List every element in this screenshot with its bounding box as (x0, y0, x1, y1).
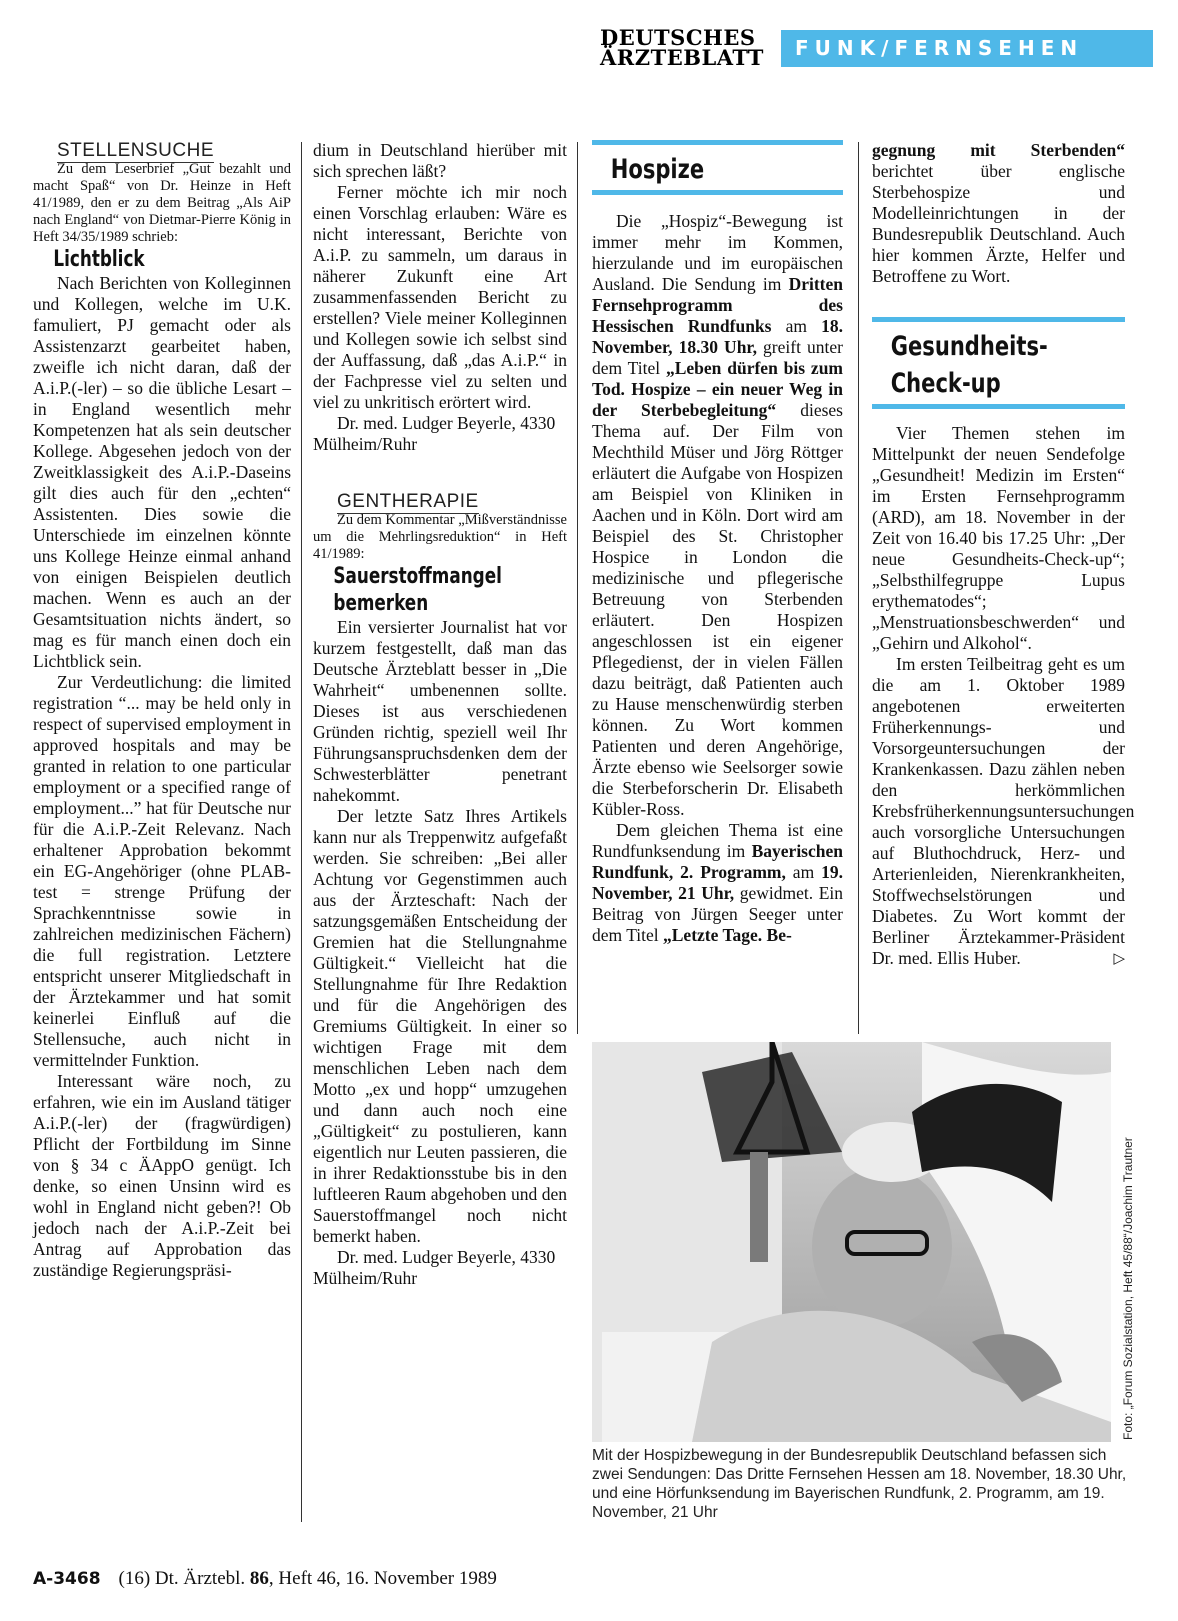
column-3 (592, 140, 843, 946)
article-headline: Gesundheits- (890, 331, 1048, 362)
paragraph: gegnung mit Sterbenden“ berichtet über englische Sterbehospize und Modelleinrichtungen in der Bundesrepublik Deutschland. Auch hier kommen Ärzte, Helfer und Betroffene zu Wort. (872, 140, 1125, 286)
column-divider (577, 142, 578, 1034)
signature: Dr. med. Ludger Beyerle, 4330 Mülheim/Ruhr (313, 1247, 556, 1288)
paragraph: Ferner möchte ich mir noch einen Vorschlag erlauben: Wäre es nicht interessant, Berichte von A.i.P. zu sammeln, um daraus in näherer Zukunft eine Art zusammenfassenden Bericht zu erstellen? Viele meiner Kolleginnen und Kollegen sowie ich selbst sind der Auffassung, daß „das A.i.P.“ in der Fachpresse viel zu selten und viel zu unkritisch erörtert wird. (313, 182, 567, 412)
paragraph: Vier Themen stehen im Mittelpunkt der neuen Sendefolge „Gesundheit! Medizin im Ersten“ im Ersten Fernsehprogramm (ARD), am 18. November in der Zeit von 16.40 bis 17.25 Uhr: „Der neue Gesundheits-Check-up“; „Selbsthilfegruppe Lupus erythematodes“; „Menstruationsbeschwerden“ und „Gehirn und Alkohol“. (872, 423, 1125, 653)
hospice-photo (592, 1042, 1111, 1442)
masthead-line2: ÄRZTEBLATT (600, 45, 764, 70)
article-headline: Sauerstoffmangel (333, 564, 502, 589)
section-heading: STELLENSUCHE (57, 140, 214, 161)
photo-caption: Mit der Hospizbewegung in der Bundesrepublik Deutschland befassen sich zwei Sendungen: Das Dritte Fernsehen Hessen am 18. November, 18.30 Uhr, und eine Hörfunksendung im Bayerischen Rundfunk, 2. Programm, am 19. November, 21 Uhr (592, 1447, 1127, 1521)
signature: Dr. med. Ludger Beyerle, 4330 Mülheim/Ruhr (313, 413, 556, 454)
column-divider (858, 142, 859, 1034)
paragraph: Zur Verdeutlichung: die limited registration “... may be held only in respect of supervised employment in approved hospitals and may be granted in relation to one particular employment or a specified range of employment...” hat für Deutsche nur für die A.i.P.-Zeit Relevanz. Nach erhaltener Approbation bekommt ein EG-Angehöriger (ohne PLAB-test = strenge Prüfung der Sprachkenntnisse sowie in zahlreichen medizinischen Fächern) die full registration. Letztere entspricht unserer Mitgliedschaft in der Ärztekammer und hat somit keinerlei Einfluß auf die Stellensuche, auch nicht in vermittelnder Funktion. (33, 672, 291, 1070)
page-footer (33, 1568, 593, 1590)
section-heading: GENTHERAPIE (337, 491, 479, 512)
photo-illustration (592, 1042, 1111, 1442)
paragraph: Dem gleichen Thema ist eine Rundfunksendung im Bayerischen Rundfunk, 2. Programm, am 19. November, 21 Uhr, gewidmet. Ein Beitrag von Jürgen Seeger unter dem Titel „Letzte Tage. Be- (592, 820, 843, 945)
article-headline: Hospize (610, 154, 705, 185)
accent-rule (872, 317, 1125, 322)
paragraph: Der letzte Satz Ihres Artikels kann nur als Treppenwitz aufgefaßt werden. Sie schreiben: „Bei aller Achtung vor Gegenstimmen auch aus der Ärzteschaft: Nach der satzungsgemäßen Entscheidung der Gremien hat die Stellungnahme Gültigkeit.“ Vielleicht hat die Stellungnahme für Ihre Redaktion und für die Angehörigen des Gremiums Gültigkeit. In einer so wichtigen Frage mit dem menschlichen Leben nach dem Motto „ex und hopp“ umzugehen und dann auch noch eine „Gültigkeit“ zu postulieren, kann eigentlich nur Leuten passieren, die in ihrer Redaktionsstube bis in den luftleeren Raum abgehoben und den Sauerstoffmangel noch nicht bemerkt haben. (313, 806, 567, 1246)
masthead-line1: DEUTSCHES (600, 25, 756, 50)
paragraph: Die „Hospiz“-Bewegung ist immer mehr im Kommen, hierzulande und im europäischen Ausland. Die Sendung im Dritten Fernsehprogramm des Hessischen Rundfunks am 18. November, 18.30 Uhr, greift unter dem Titel „Leben dürfen bis zum Tod. Hospize – ein neuer Weg in der Sterbebegleitung“ dieses Thema auf. Der Film von Mechthild Müser und Jörg Röttger erläutert die Aufgabe von Hospizen am Beispiel von Kliniken in Aachen und in Köln. Dort wird am Beispiel des St. Christopher Hospice in London die medizinische und pflegerische Betreuung von Sterbenden erläutert. Den Hospizen angeschlossen ist ein eigener Pflegedienst, der in vielen Fällen dazu beiträgt, daß Patienten auch zu Hause menschenwürdig sterben können. Zu Wort kommen Patienten und deren Angehörige, Ärzte ebenso wie Seelsorger sowie die Sterbeforscherin Dr. Elisabeth Kübler-Ross. (592, 211, 844, 819)
photo-credit: Foto: „Forum Sozialstation, Heft 45/88“/Joachim Trautner (1121, 1137, 1135, 1440)
letter-intro: Zu dem Kommentar „Mißverständnisse um die Mehrlingsreduktion“ in Heft 41/1989: (313, 512, 567, 562)
column-divider (301, 142, 302, 1522)
volume-number: 86 (249, 1568, 269, 1589)
masthead (600, 25, 764, 70)
accent-rule (872, 404, 1125, 409)
paragraph: Ein versierter Journalist hat vor kurzem festgestellt, daß man das Deutsche Ärzteblatt besser in „Die Wahrheit“ umbenennen sollte. Dieses ist aus verschiedenen Gründen richtig, speziell weil Ihr Führungsanspruchsdenken dem der Schwesterblätter penetrant nahekommt. (313, 617, 567, 805)
letter-intro: Zu dem Leserbrief „Gut bezahlt und macht Spaß“ von Dr. Heinze in Heft 41/1989, den er zu dem Beitrag „Als AiP nach England“ von Dietmar-Pierre König in Heft 34/35/1989 schrieb: (33, 161, 291, 245)
issue-date: , Heft 46, 16. November 1989 (268, 1568, 497, 1589)
paragraph: dium in Deutschland hierüber mit sich sprechen läßt? (313, 140, 567, 181)
section-tag: FUNK/FERNSEHEN (781, 30, 1153, 67)
column-1 (33, 140, 291, 1281)
accent-rule (592, 190, 843, 195)
accent-rule (592, 140, 843, 145)
issue-reference: (16) Dt. Ärztebl. (118, 1568, 250, 1589)
paragraph: Interessant wäre noch, zu erfahren, wie ein im Ausland tätiger A.i.P.(-ler) der (fragwürdigen) Pflicht der Fortbildung im Sinne von § 34 c ÄAppO genügt. Ich denke, so einen Unsinn wird es wohl in England nicht geben?! Ob jedoch nach der A.i.P.-Zeit bei Antrag auf Approbation das zuständige Regierungspräsi- (33, 1071, 291, 1280)
continue-arrow-icon: ▷ (1113, 949, 1125, 967)
article-headline: Lichtblick (53, 247, 145, 272)
article-headline: Check-up (890, 368, 1001, 399)
page-number: A-3468 (33, 1569, 101, 1589)
paragraph: Im ersten Teilbeitrag geht es um die am 1. Oktober 1989 angebotenen erweiterten Früherkennungs- und Vorsorgeuntersuchungen der Krankenkassen. Dazu zählen neben den herkömmlichen Krebsfrüherkennungsuntersuchungen auch vorsorgliche Untersuchungen auf Bluthochdruck, Herz- und Arterienleiden, Nierenkrankheiten, Stoffwechselstörungen und Diabetes. Zu Wort kommt der Berliner Ärztekammer-Präsident Dr. med. Ellis Huber. ▷ (872, 654, 1135, 968)
column-4 (872, 140, 1135, 969)
column-2 (313, 140, 567, 1289)
paragraph: Nach Berichten von Kolleginnen und Kollegen, welche im U.K. famuliert, PJ gemacht oder als Assistenzarzt gearbeitet haben, zweifle ich nicht daran, daß der A.i.P.(-ler) – so die übliche Lesart – in England wesentlich mehr Kompetenzen hat als sein deutscher Kollege. Abgesehen jedoch von der Zweitklassigkeit des A.i.P.-Daseins gilt dies auch für den „echten“ Assistenten. Dies sowie die Unterschiede im einzelnen könnte uns Kollege Heinze einmal anhand von einigen Beispielen deutlich machen. Wenn es auch an der Gesamtsituation nichts ändert, so mag es für manch einen doch ein Lichtblick sein. (33, 273, 291, 671)
article-headline: bemerken (333, 591, 429, 616)
